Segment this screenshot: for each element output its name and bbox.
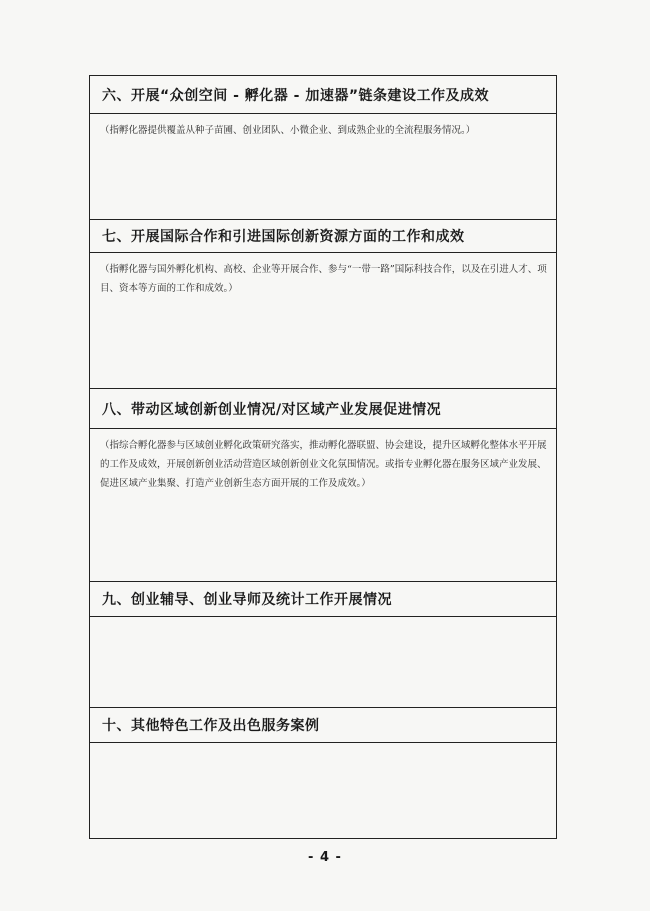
section-10-content-area[interactable]: [90, 743, 556, 838]
section-6-note: （指孵化器提供覆盖从种子苗圃、创业团队、小微企业、到成熟企业的全流程服务情况。）: [100, 125, 476, 136]
section-8-title: 八、带动区域创新创业情况/对区域产业发展促进情况: [90, 389, 556, 429]
section-6-title: 六、开展“众创空间 - 孵化器 - 加速器”链条建设工作及成效: [90, 76, 556, 114]
section-9-title: 九、创业辅导、创业导师及统计工作开展情况: [90, 582, 556, 617]
section-8-note: （指综合孵化器参与区域创业孵化政策研究落实，推动孵化器联盟、协会建设，提升区域孵化整体水平开展的工作及成效，开展创新创业活动营造区域创新创业文化氛围情况。或指专业孵化器在服务区域产业发展、促进区域产业集聚、打造产业创新生态方面开展的工作及成效。）: [100, 440, 547, 489]
section-7-title: 七、开展国际合作和引进国际创新资源方面的工作和成效: [90, 220, 556, 253]
section-9: [90, 582, 556, 708]
report-form-table: [89, 75, 557, 839]
section-8: [90, 389, 556, 582]
section-6: [90, 76, 556, 220]
section-9-content-area[interactable]: [90, 617, 556, 707]
section-8-content-area[interactable]: [90, 429, 556, 581]
section-7-note: （指孵化器与国外孵化机构、高校、企业等开展合作、参与“一带一路”国际科技合作，以及在引进人才、项目、资本等方面的工作和成效。）: [100, 264, 547, 294]
section-7: [90, 220, 556, 389]
section-10-title: 十、其他特色工作及出色服务案例: [90, 708, 556, 743]
section-10: [90, 708, 556, 839]
page-number: - 4 -: [308, 850, 342, 865]
section-6-content-area[interactable]: [90, 114, 556, 219]
section-7-content-area[interactable]: [90, 253, 556, 388]
